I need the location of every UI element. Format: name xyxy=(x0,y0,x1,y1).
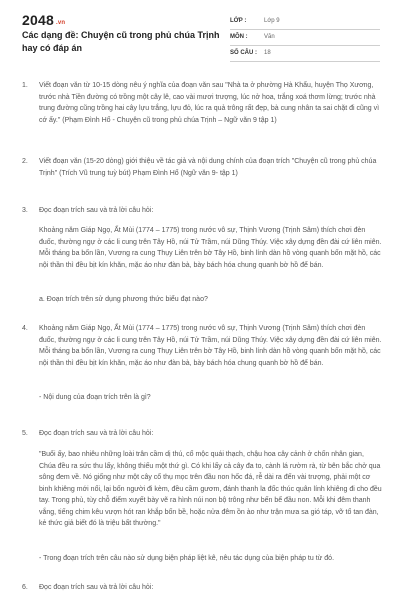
meta-class-label: LỚP : xyxy=(230,18,247,24)
question-item xyxy=(22,323,382,369)
question-prompt: - Nội dung của đoạn trích trên là gì? xyxy=(39,394,151,401)
question-item xyxy=(22,582,382,594)
document-title: Các dạng đề: Chuyện cũ trong phủ chúa Trịnh hay có đáp án xyxy=(22,30,220,53)
meta-count-row xyxy=(230,46,380,62)
question-item xyxy=(22,156,382,179)
page-header xyxy=(0,0,400,62)
meta-class-row xyxy=(230,14,380,30)
meta-count-value: 18 xyxy=(264,50,271,56)
question-number: 4. xyxy=(22,325,28,332)
question-number: 2. xyxy=(22,158,28,165)
meta-subject-value: Văn xyxy=(264,34,275,40)
question-number: 5. xyxy=(22,430,28,437)
meta-subject-label: MÔN : xyxy=(230,34,248,40)
question-text: Đọc đoạn trích sau và trả lời câu hỏi: xyxy=(39,430,154,437)
question-number: 1. xyxy=(22,82,28,89)
question-text: Viết đoạn văn (15-20 dòng) giới thiệu về tác giả và nội dung chính của đoạn trích "Chuyện cũ trong phủ chúa Trịnh" (Trích Vũ trung tuỳ bút) Phạm Đình Hổ (Ngữ văn 9- tập 1) xyxy=(39,158,377,177)
meta-count-label: SỐ CÂU : xyxy=(230,50,257,56)
logo-suffix: .vn xyxy=(55,20,66,26)
question-number: 3. xyxy=(22,207,28,214)
meta-class-value: Lớp 9 xyxy=(264,18,280,24)
question-passage: "Buổi ấy, bao nhiêu những loài trân cầm dị thú, cổ mộc quái thạch, chậu hoa cây cảnh ở chốn nhân gian, Chúa đều ra sức thu lấy, không thiếu một thứ gì. Có khi lấy cả cây đa to, cành lá rườm rà, từ bên bắc chở qua sông đem về. Nó giống như một cây cổ thụ mọc trên đầu non hốc đá, rễ dài ra đến vài trượng, phải một cơ binh khiêng mới nổi, lại bốn người đi kèm, đều cầm gươm, đánh thanh la đốc thúc quân lính khiêng đi cho đều tay. Trong phủ, tùy chỗ điểm xuyết bày vẽ ra hình núi non bộ trông như bến bể đầu non. Mỗi khi đêm thanh vắng, tiếng chim kêu vượn hót ran khắp bốn bề, hoặc nửa đêm ồn ào như trận mưa sa gió táp, vỡ tổ tan đàn, kẻ thức giả biết đó là triệu bất thường." xyxy=(39,451,382,527)
question-item xyxy=(22,205,382,217)
question-text: Khoảng năm Giáp Ngọ, Ất Mùi (1774 – 1775) trong nước vô sự, Thịnh Vương (Trịnh Sâm) thích chơi đèn đuốc, thường ngự ở các li cung trên Tây Hồ, núi Tử Trầm, núi Dũng Thúy. Việc xây dựng đền đài cứ liên miên. Mỗi tháng ba bốn lần, Vương ra cung Thụy Liên trên bờ Tây Hồ, binh lính dàn hồ vòng quanh bốn mặt hồ, các nội thần thì đều bịt kín khăn, mặc áo như đàn bà, bày bách hóa chung quanh bờ hồ để bán. xyxy=(39,325,382,367)
question-prompt: - Trong đoạn trích trên câu nào sử dụng biện pháp liệt kê, nêu tác dụng của biện pháp tu từ đó. xyxy=(39,555,335,562)
question-text: Đọc đoạn trích sau và trả lời câu hỏi: xyxy=(39,584,154,591)
question-prompt: a. Đoạn trích trên sử dụng phương thức biểu đạt nào? xyxy=(39,296,208,303)
question-item xyxy=(22,428,382,440)
question-text: Đọc đoạn trích sau và trả lời câu hỏi: xyxy=(39,207,154,214)
question-passage: Khoảng năm Giáp Ngọ, Ất Mùi (1774 – 1775) trong nước vô sự, Thịnh Vương (Trịnh Sâm) thích chơi đèn đuốc, thường ngự ở các li cung trên Tây Hồ, núi Tử Trầm, núi Dũng Thúy. Việc xây dựng đền đài cứ liên miên. Mỗi tháng ba bốn lần, Vương ra cung Thụy Liên trên bờ Tây Hồ, binh lính dàn hồ vòng quanh bốn mặt hồ, các nội thần thì đều bịt kín khăn, mặc áo như đàn bà, bày bách hóa chung quanh bờ hồ để bán. xyxy=(39,227,382,269)
question-item xyxy=(22,80,382,126)
site-logo[interactable] xyxy=(22,12,65,28)
question-number: 6. xyxy=(22,584,28,591)
meta-subject-row xyxy=(230,30,380,46)
meta-info xyxy=(230,14,380,62)
logo-text: 2048 xyxy=(22,12,54,28)
question-text: Viết đoạn văn từ 10-15 dòng nêu ý nghĩa của đoạn văn sau "Nhà ta ở phường Hà Khẩu, huyện Thọ Xương, trước nhà Tiền đường có trồng một cây lê, cao vài mươi trượng, lúc nở hoa, trắng xoá thơm lừng; trước nhà trung đường cũng trồng hai cây lựu trắng, lựu đỏ, lúc ra quả trông rất đẹp, bà cung nhân ta sai chặt đi cũng vì cớ ấy." (Phạm Đình Hổ - Chuyện cũ trong phủ chúa Trịnh – Ngữ văn 9 tập 1) xyxy=(39,82,380,124)
